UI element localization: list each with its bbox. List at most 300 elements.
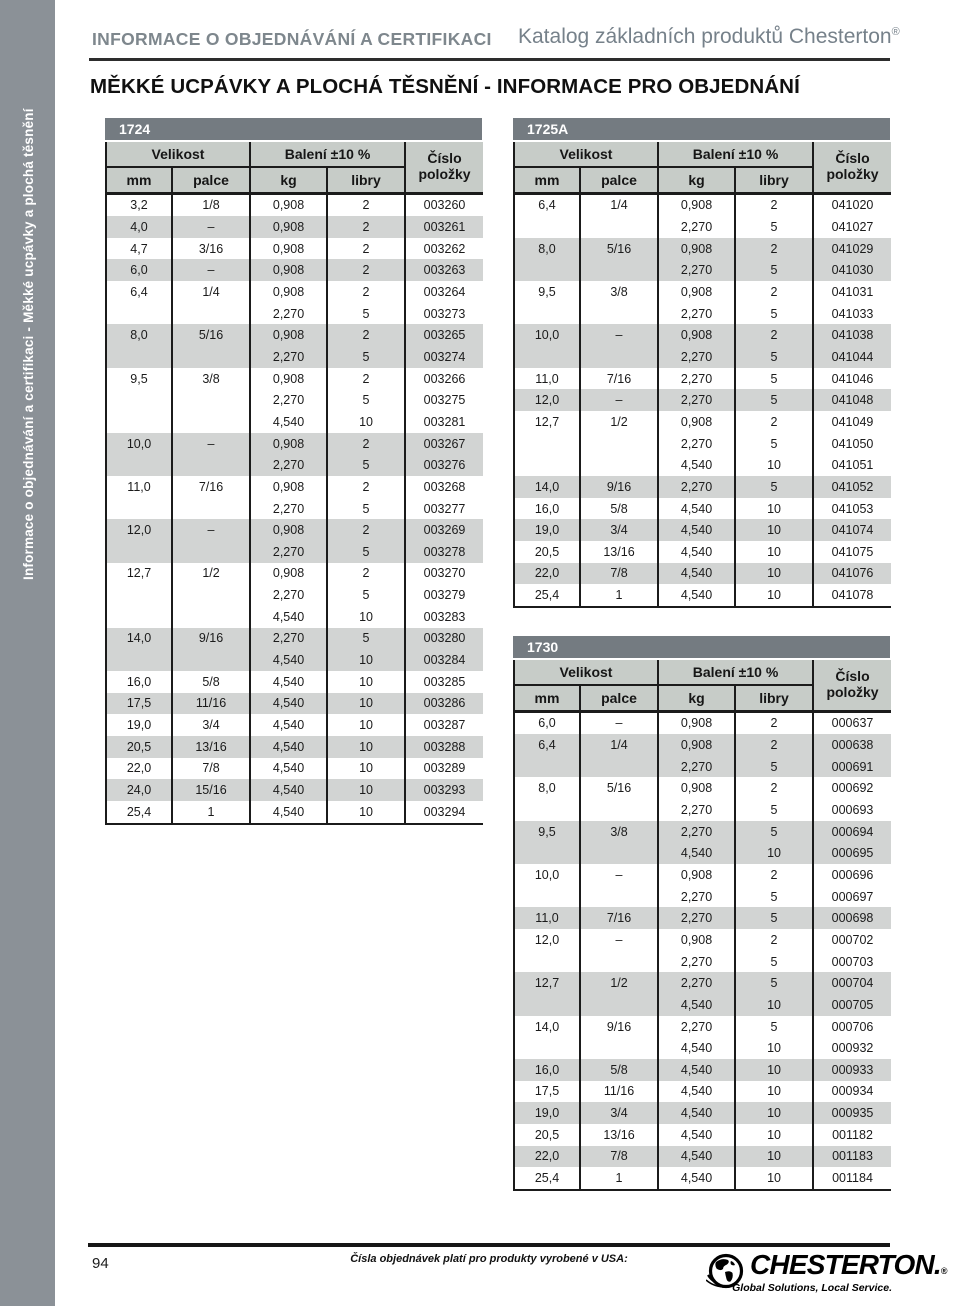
cell-cislo: 003268 (405, 476, 483, 498)
cell-palce: 11/16 (172, 693, 250, 715)
order-table-1725a (513, 142, 891, 608)
table-block-1730 (513, 636, 890, 1191)
table-row (106, 519, 483, 541)
cell-cislo: 041044 (813, 346, 891, 368)
table-row (106, 389, 483, 411)
cell-mm: 10,0 (514, 324, 580, 346)
cell-libry: 10 (735, 454, 813, 476)
cell-kg: 0,908 (250, 238, 327, 260)
cell-palce: – (580, 711, 658, 734)
header-kg: kg (658, 685, 735, 711)
cell-cislo: 000706 (813, 1016, 891, 1038)
table-row (106, 433, 483, 455)
table-row (106, 281, 483, 303)
cell-mm: 9,5 (514, 821, 580, 843)
cell-cislo: 003280 (405, 628, 483, 650)
cell-libry: 10 (327, 758, 405, 780)
cell-cislo: 003265 (405, 324, 483, 346)
cell-mm: 9,5 (106, 368, 172, 390)
cell-palce: 3/4 (580, 519, 658, 541)
cell-libry: 2 (327, 193, 405, 216)
cell-libry: 2 (327, 216, 405, 238)
cell-kg: 2,270 (658, 886, 735, 908)
cell-mm: 20,5 (514, 1124, 580, 1146)
cell-kg: 4,540 (250, 736, 327, 758)
cell-palce (580, 346, 658, 368)
cell-cislo: 003276 (405, 454, 483, 476)
cell-palce: 3/4 (172, 714, 250, 736)
cell-cislo: 003278 (405, 541, 483, 563)
cell-mm: 19,0 (106, 714, 172, 736)
cell-mm (106, 584, 172, 606)
cell-kg: 4,540 (658, 541, 735, 563)
cell-palce: 7/8 (172, 758, 250, 780)
cell-kg: 0,908 (250, 433, 327, 455)
cell-libry: 5 (327, 498, 405, 520)
cell-mm (514, 1037, 580, 1059)
table-row (514, 1016, 891, 1038)
table-title: 1724 (119, 121, 151, 137)
cell-kg: 4,540 (658, 519, 735, 541)
table-row (106, 606, 483, 628)
cell-kg: 2,270 (658, 259, 735, 281)
footer-rule (88, 1243, 890, 1247)
cell-libry: 2 (735, 411, 813, 433)
cell-kg: 4,540 (250, 671, 327, 693)
cell-mm (514, 799, 580, 821)
cell-libry: 10 (735, 498, 813, 520)
table-row (514, 777, 891, 799)
cell-mm (106, 541, 172, 563)
cell-mm: 12,0 (514, 929, 580, 951)
table-row (514, 1124, 891, 1146)
cell-mm: 16,0 (514, 1059, 580, 1081)
cell-libry: 10 (735, 541, 813, 563)
cell-libry: 5 (327, 584, 405, 606)
cell-libry: 5 (735, 476, 813, 498)
cell-palce: – (172, 433, 250, 455)
cell-libry: 2 (735, 864, 813, 886)
cell-cislo: 003287 (405, 714, 483, 736)
cell-mm (514, 951, 580, 973)
cell-kg: 4,540 (250, 693, 327, 715)
cell-palce: 3/8 (580, 821, 658, 843)
cell-kg: 4,540 (658, 454, 735, 476)
cell-palce (172, 584, 250, 606)
cell-palce (172, 606, 250, 628)
cell-mm (514, 886, 580, 908)
cell-kg: 2,270 (658, 216, 735, 238)
cell-libry: 10 (327, 801, 405, 824)
table-row (106, 346, 483, 368)
cell-mm: 4,7 (106, 238, 172, 260)
registered-mark: ® (891, 26, 900, 38)
cell-cislo: 003294 (405, 801, 483, 824)
cell-palce: 5/8 (580, 1059, 658, 1081)
cell-libry: 10 (735, 584, 813, 607)
cell-mm: 25,4 (106, 801, 172, 824)
cell-kg: 4,540 (658, 1059, 735, 1081)
cell-kg: 0,908 (658, 238, 735, 260)
cell-cislo: 003274 (405, 346, 483, 368)
cell-palce: 7/8 (580, 1146, 658, 1168)
cell-palce: – (580, 929, 658, 951)
cell-libry: 2 (327, 259, 405, 281)
cell-cislo: 041048 (813, 389, 891, 411)
cell-libry: 2 (735, 238, 813, 260)
cell-mm: 19,0 (514, 519, 580, 541)
header-libry: libry (327, 167, 405, 193)
header-mm: mm (514, 685, 580, 711)
cell-cislo: 003267 (405, 433, 483, 455)
header-kg: kg (658, 167, 735, 193)
cell-kg: 0,908 (250, 563, 327, 585)
logo-tagline: Global Solutions, Local Service. (732, 1282, 892, 1294)
order-table-1730 (513, 660, 891, 1191)
cell-mm: 20,5 (106, 736, 172, 758)
cell-mm: 6,4 (106, 281, 172, 303)
cell-kg: 4,540 (658, 1146, 735, 1168)
page-number: 94 (92, 1255, 109, 1272)
cell-palce: 5/8 (580, 498, 658, 520)
table-row (106, 671, 483, 693)
cell-libry: 10 (735, 1037, 813, 1059)
table-row (514, 303, 891, 325)
cell-mm: 22,0 (514, 563, 580, 585)
cell-palce: – (580, 324, 658, 346)
cell-libry: 10 (735, 1081, 813, 1103)
table-title: 1730 (527, 639, 559, 655)
cell-cislo: 003289 (405, 758, 483, 780)
header-kg: kg (250, 167, 327, 193)
cell-palce: 1/4 (580, 193, 658, 216)
sidebar-strip (0, 0, 55, 1306)
cell-palce: 7/16 (580, 368, 658, 390)
cell-mm: 25,4 (514, 1167, 580, 1190)
header-mm: mm (514, 167, 580, 193)
cell-mm: 4,0 (106, 216, 172, 238)
cell-kg: 0,908 (658, 281, 735, 303)
cell-libry: 5 (327, 541, 405, 563)
table-row (514, 346, 891, 368)
cell-cislo: 000702 (813, 929, 891, 951)
cell-mm: 10,0 (106, 433, 172, 455)
cell-kg: 2,270 (250, 584, 327, 606)
cell-kg: 4,540 (658, 1037, 735, 1059)
cell-palce (580, 994, 658, 1016)
catalog-title-text: Katalog základních produktů Chesterton (518, 25, 892, 48)
cell-cislo: 003261 (405, 216, 483, 238)
cell-libry: 2 (735, 324, 813, 346)
cell-libry: 10 (735, 1124, 813, 1146)
cell-cislo: 041030 (813, 259, 891, 281)
cell-libry: 5 (735, 972, 813, 994)
cell-palce: 3/8 (172, 368, 250, 390)
cell-cislo: 041052 (813, 476, 891, 498)
table-row (514, 864, 891, 886)
table-row (514, 929, 891, 951)
cell-libry: 5 (735, 821, 813, 843)
cell-libry: 2 (327, 563, 405, 585)
cell-libry: 5 (735, 216, 813, 238)
cell-palce: 7/8 (580, 563, 658, 585)
cell-kg: 0,908 (250, 368, 327, 390)
cell-libry: 10 (735, 563, 813, 585)
cell-kg: 0,908 (250, 281, 327, 303)
cell-cislo: 003281 (405, 411, 483, 433)
cell-mm: 12,7 (514, 972, 580, 994)
cell-kg: 0,908 (658, 777, 735, 799)
cell-kg: 2,270 (658, 368, 735, 390)
cell-mm: 17,5 (106, 693, 172, 715)
cell-palce: 9/16 (580, 1016, 658, 1038)
header-baleni: Balení ±10 % (658, 660, 813, 685)
cell-palce: 7/16 (172, 476, 250, 498)
cell-cislo: 003270 (405, 563, 483, 585)
header-palce: palce (172, 167, 250, 193)
cell-kg: 4,540 (658, 1167, 735, 1190)
cell-palce: 1/4 (172, 281, 250, 303)
logo-registered-mark: ® (940, 1266, 948, 1276)
cell-palce (580, 1037, 658, 1059)
cell-libry: 10 (735, 994, 813, 1016)
table-row (106, 238, 483, 260)
cell-cislo: 003288 (405, 736, 483, 758)
cell-palce: 9/16 (172, 628, 250, 650)
table-row (514, 994, 891, 1016)
table-row (106, 541, 483, 563)
cell-cislo: 041076 (813, 563, 891, 585)
cell-palce: 5/16 (172, 324, 250, 346)
table-row (514, 519, 891, 541)
cell-cislo: 003273 (405, 303, 483, 325)
cell-palce: – (172, 216, 250, 238)
cell-libry: 10 (735, 1146, 813, 1168)
cell-libry: 10 (735, 1167, 813, 1190)
table-row (106, 303, 483, 325)
cell-cislo: 041046 (813, 368, 891, 390)
table-row (514, 498, 891, 520)
cell-mm: 19,0 (514, 1102, 580, 1124)
cell-cislo: 000935 (813, 1102, 891, 1124)
cell-kg: 4,540 (658, 1102, 735, 1124)
cell-cislo: 000694 (813, 821, 891, 843)
cell-palce: 11/16 (580, 1081, 658, 1103)
cell-palce (580, 433, 658, 455)
table-row (514, 433, 891, 455)
cell-mm (514, 842, 580, 864)
cell-kg: 2,270 (658, 907, 735, 929)
cell-palce: 1 (580, 1167, 658, 1190)
cell-mm (514, 756, 580, 778)
cell-kg: 2,270 (658, 1016, 735, 1038)
table-row (514, 972, 891, 994)
cell-mm: 11,0 (514, 907, 580, 929)
table-row (514, 1167, 891, 1190)
cell-kg: 2,270 (658, 951, 735, 973)
cell-cislo: 003284 (405, 649, 483, 671)
cell-mm (106, 346, 172, 368)
cell-mm (514, 454, 580, 476)
cell-kg: 2,270 (658, 821, 735, 843)
cell-libry: 10 (735, 1059, 813, 1081)
cell-palce: 1/2 (172, 563, 250, 585)
cell-libry: 2 (327, 281, 405, 303)
cell-kg: 2,270 (658, 346, 735, 368)
header-mm: mm (106, 167, 172, 193)
cell-cislo: 001184 (813, 1167, 891, 1190)
cell-libry: 2 (327, 519, 405, 541)
cell-cislo: 000692 (813, 777, 891, 799)
table-row (514, 584, 891, 607)
cell-kg: 4,540 (250, 411, 327, 433)
cell-libry: 5 (327, 303, 405, 325)
table-title-bar (513, 636, 890, 658)
cell-kg: 0,908 (250, 476, 327, 498)
cell-palce (580, 799, 658, 821)
cell-mm: 22,0 (514, 1146, 580, 1168)
cell-libry: 2 (735, 734, 813, 756)
cell-cislo: 003279 (405, 584, 483, 606)
cell-libry: 5 (735, 1016, 813, 1038)
cell-kg: 0,908 (658, 864, 735, 886)
table-block-1724 (105, 118, 482, 825)
cell-palce: – (172, 259, 250, 281)
cell-mm (106, 649, 172, 671)
cell-cislo: 041049 (813, 411, 891, 433)
cell-kg: 0,908 (250, 519, 327, 541)
cell-cislo: 000703 (813, 951, 891, 973)
cell-libry: 10 (327, 779, 405, 801)
cell-libry: 5 (735, 368, 813, 390)
cell-cislo: 041074 (813, 519, 891, 541)
cell-cislo: 041029 (813, 238, 891, 260)
page-title: MĚKKÉ UCPÁVKY A PLOCHÁ TĚSNĚNÍ - INFORMACE PRO OBJEDNÁNÍ (90, 75, 800, 98)
cell-mm: 3,2 (106, 193, 172, 216)
cell-palce (172, 454, 250, 476)
cell-kg: 4,540 (250, 779, 327, 801)
cell-mm: 6,0 (106, 259, 172, 281)
table-row (106, 454, 483, 476)
cell-kg: 2,270 (250, 303, 327, 325)
header-baleni: Balení ±10 % (658, 142, 813, 167)
cell-kg: 2,270 (658, 756, 735, 778)
table-row (106, 714, 483, 736)
cell-mm: 14,0 (514, 476, 580, 498)
table-title-bar (105, 118, 482, 140)
table-row (106, 779, 483, 801)
cell-cislo: 003262 (405, 238, 483, 260)
cell-mm: 17,5 (514, 1081, 580, 1103)
cell-kg: 4,540 (658, 498, 735, 520)
cell-palce: 1/8 (172, 193, 250, 216)
cell-palce: – (580, 389, 658, 411)
cell-palce: – (580, 864, 658, 886)
table-row (514, 842, 891, 864)
cell-kg: 0,908 (658, 324, 735, 346)
cell-mm: 6,0 (514, 711, 580, 734)
sidebar-section-label: Informace o objednávání a certifikaci - Měkké ucpávky a plochá těsnění (21, 108, 36, 580)
cell-libry: 2 (327, 476, 405, 498)
table-row (514, 711, 891, 734)
cell-kg: 0,908 (250, 259, 327, 281)
table-row (514, 734, 891, 756)
table-row (514, 563, 891, 585)
cell-mm: 6,4 (514, 734, 580, 756)
cell-libry: 10 (735, 842, 813, 864)
cell-libry: 10 (327, 411, 405, 433)
header-velikost: Velikost (106, 142, 250, 167)
cell-cislo: 000637 (813, 711, 891, 734)
cell-libry: 2 (735, 711, 813, 734)
cell-cislo: 003293 (405, 779, 483, 801)
cell-cislo: 000705 (813, 994, 891, 1016)
cell-cislo: 041050 (813, 433, 891, 455)
header-baleni: Balení ±10 % (250, 142, 405, 167)
header-cislo-polozky: Číslo položky (813, 142, 891, 193)
cell-mm (514, 994, 580, 1016)
table-row (106, 324, 483, 346)
cell-palce (172, 498, 250, 520)
cell-palce (580, 303, 658, 325)
cell-palce: 9/16 (580, 476, 658, 498)
header-libry: libry (735, 167, 813, 193)
cell-libry: 5 (327, 628, 405, 650)
table-row (514, 1102, 891, 1124)
cell-mm: 20,5 (514, 541, 580, 563)
cell-libry: 5 (735, 346, 813, 368)
table-row (514, 756, 891, 778)
table-row (514, 281, 891, 303)
cell-palce (580, 259, 658, 281)
table-row (106, 368, 483, 390)
cell-cislo: 003266 (405, 368, 483, 390)
table-row (514, 324, 891, 346)
cell-kg: 2,270 (658, 389, 735, 411)
cell-libry: 5 (327, 454, 405, 476)
cell-palce: 1/2 (580, 972, 658, 994)
cell-cislo: 000933 (813, 1059, 891, 1081)
cell-palce: 1/2 (580, 411, 658, 433)
cell-mm: 11,0 (106, 476, 172, 498)
cell-libry: 5 (735, 756, 813, 778)
cell-mm: 16,0 (514, 498, 580, 520)
cell-kg: 2,270 (250, 541, 327, 563)
cell-palce (580, 951, 658, 973)
cell-cislo: 000698 (813, 907, 891, 929)
cell-palce: – (172, 519, 250, 541)
table-row (106, 193, 483, 216)
table-row (514, 907, 891, 929)
cell-libry: 5 (327, 389, 405, 411)
cell-palce: 7/16 (580, 907, 658, 929)
cell-kg: 0,908 (658, 711, 735, 734)
table-row (514, 476, 891, 498)
cell-kg: 2,270 (658, 972, 735, 994)
cell-cislo: 041031 (813, 281, 891, 303)
cell-kg: 4,540 (250, 649, 327, 671)
cell-kg: 4,540 (250, 714, 327, 736)
cell-kg: 2,270 (250, 346, 327, 368)
cell-mm (514, 303, 580, 325)
cell-libry: 5 (735, 433, 813, 455)
header-velikost: Velikost (514, 660, 658, 685)
cell-cislo: 041053 (813, 498, 891, 520)
cell-mm (514, 259, 580, 281)
table-row (514, 389, 891, 411)
cell-kg: 0,908 (658, 193, 735, 216)
cell-kg: 4,540 (658, 563, 735, 585)
